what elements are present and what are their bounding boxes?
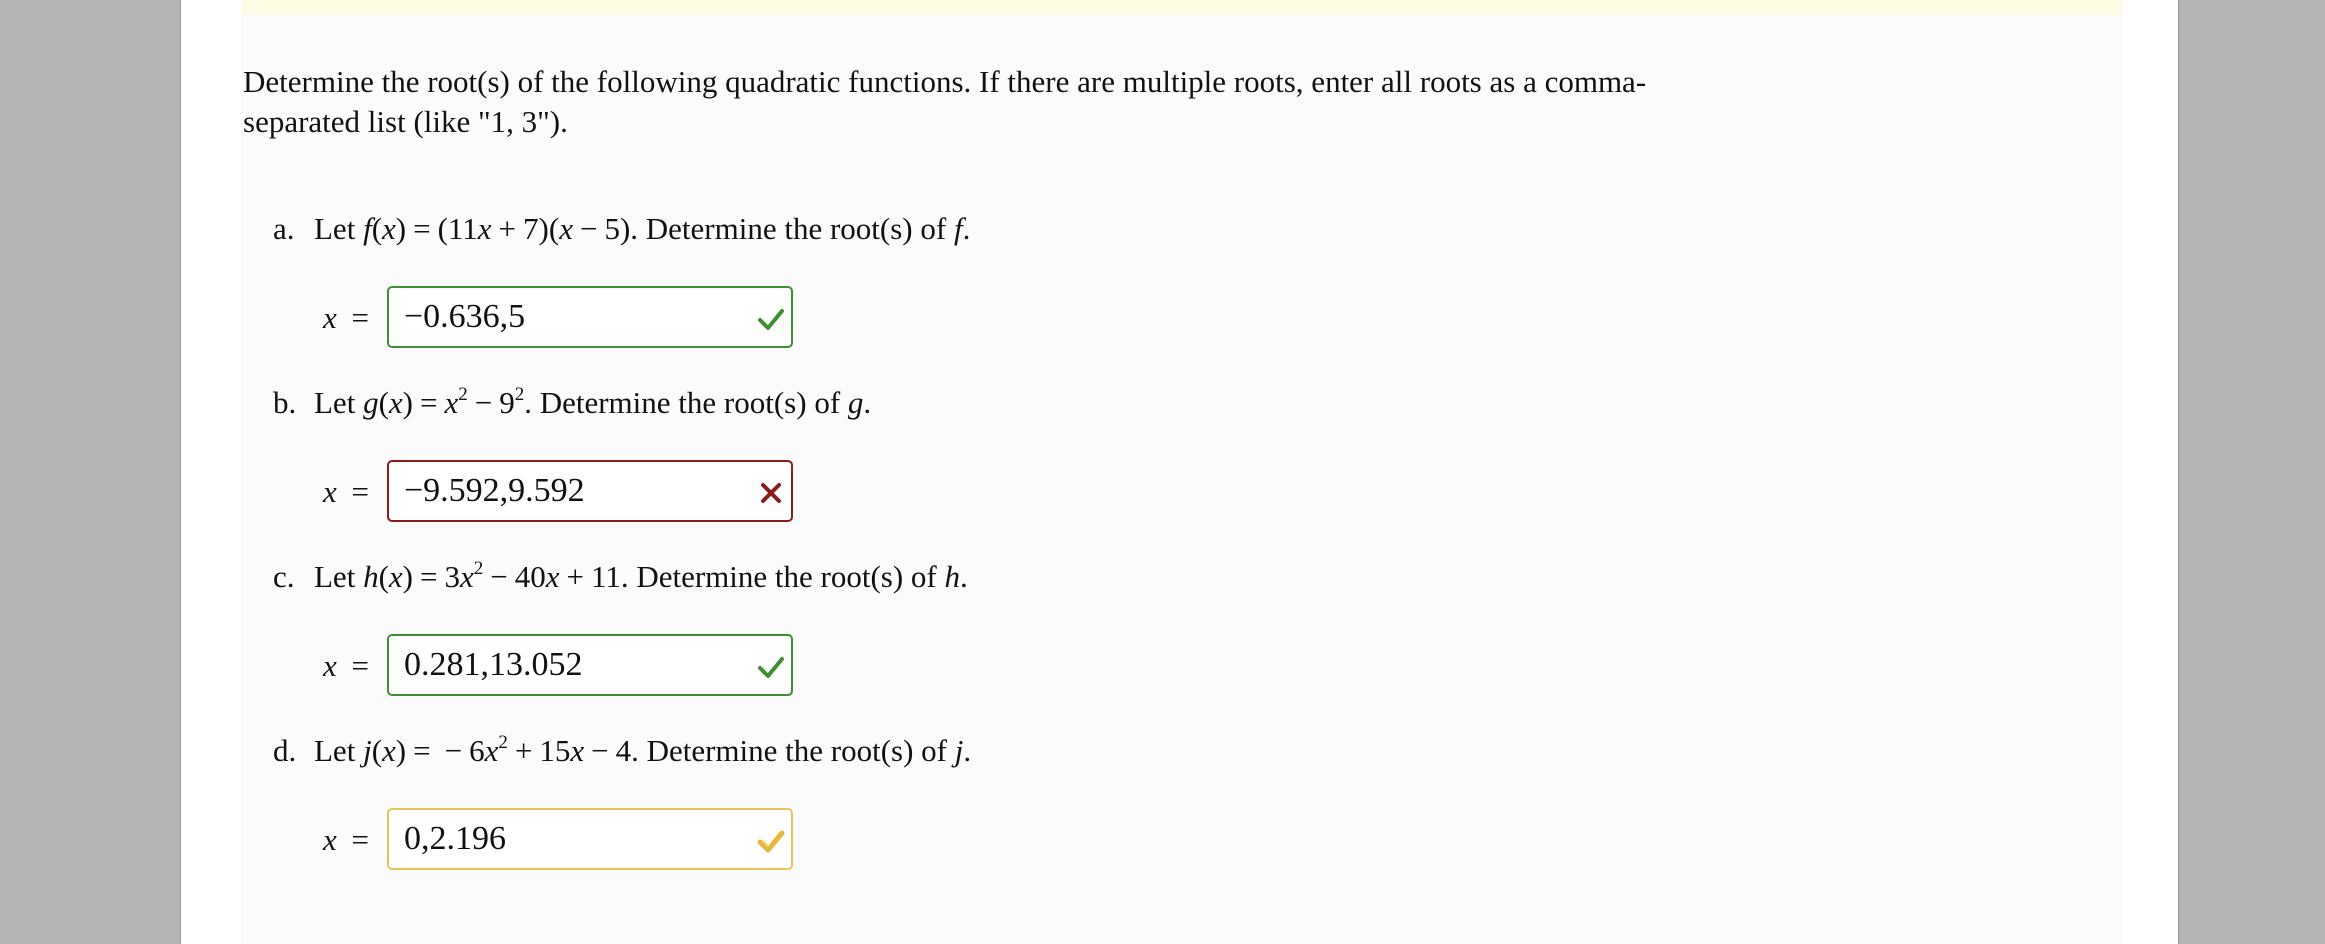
answer-input-a[interactable] xyxy=(387,286,793,348)
cross-icon xyxy=(757,479,785,507)
question-letter: a. xyxy=(273,211,295,246)
question-letter: c. xyxy=(273,559,295,594)
question-letter: b. xyxy=(273,385,297,420)
question-c-prompt: Let $h(x) = 3x^2 - 40x + 11$. Determine the root(s) of h. xyxy=(314,558,968,594)
checkmark-icon xyxy=(757,305,785,333)
instructions-text: Determine the root(s) of the following quadratic functions. If there are multiple roots, enter all roots as a comma-separated list (like "1, 3"). xyxy=(243,64,1647,139)
answer-input-d[interactable] xyxy=(387,808,793,870)
partial-checkmark-icon xyxy=(757,827,785,855)
question-d xyxy=(273,731,971,771)
worksheet-page xyxy=(180,0,2179,944)
question-b xyxy=(273,383,871,423)
answer-label: x = xyxy=(323,822,369,857)
checkmark-icon xyxy=(757,653,785,681)
notice-banner xyxy=(241,0,2122,15)
question-letter: d. xyxy=(273,733,297,768)
question-a xyxy=(273,209,970,249)
question-b-prompt: Let $g(x) = x^2 - 9^2$. Determine the root(s) of g. xyxy=(314,384,872,420)
answer-label: x = xyxy=(323,300,369,335)
answer-label: x = xyxy=(323,648,369,683)
answer-input-c[interactable] xyxy=(387,634,793,696)
question-c xyxy=(273,557,968,597)
answer-input-b[interactable] xyxy=(387,460,793,522)
answer-value: 0,2.196 xyxy=(404,820,506,857)
answer-value: −0.636,5 xyxy=(404,298,526,335)
answer-value: −9.592,9.592 xyxy=(404,472,585,509)
question-d-prompt: Let j(x) = − $6x^2 + 15x - 4$. Determine the root(s) of j. xyxy=(314,732,972,768)
answer-value: 0.281,13.052 xyxy=(404,646,583,683)
question-a-prompt: Let f(x) = (11x + 7)(x − 5). Determine the root(s) of f. xyxy=(314,211,971,246)
answer-label: x = xyxy=(323,474,369,509)
